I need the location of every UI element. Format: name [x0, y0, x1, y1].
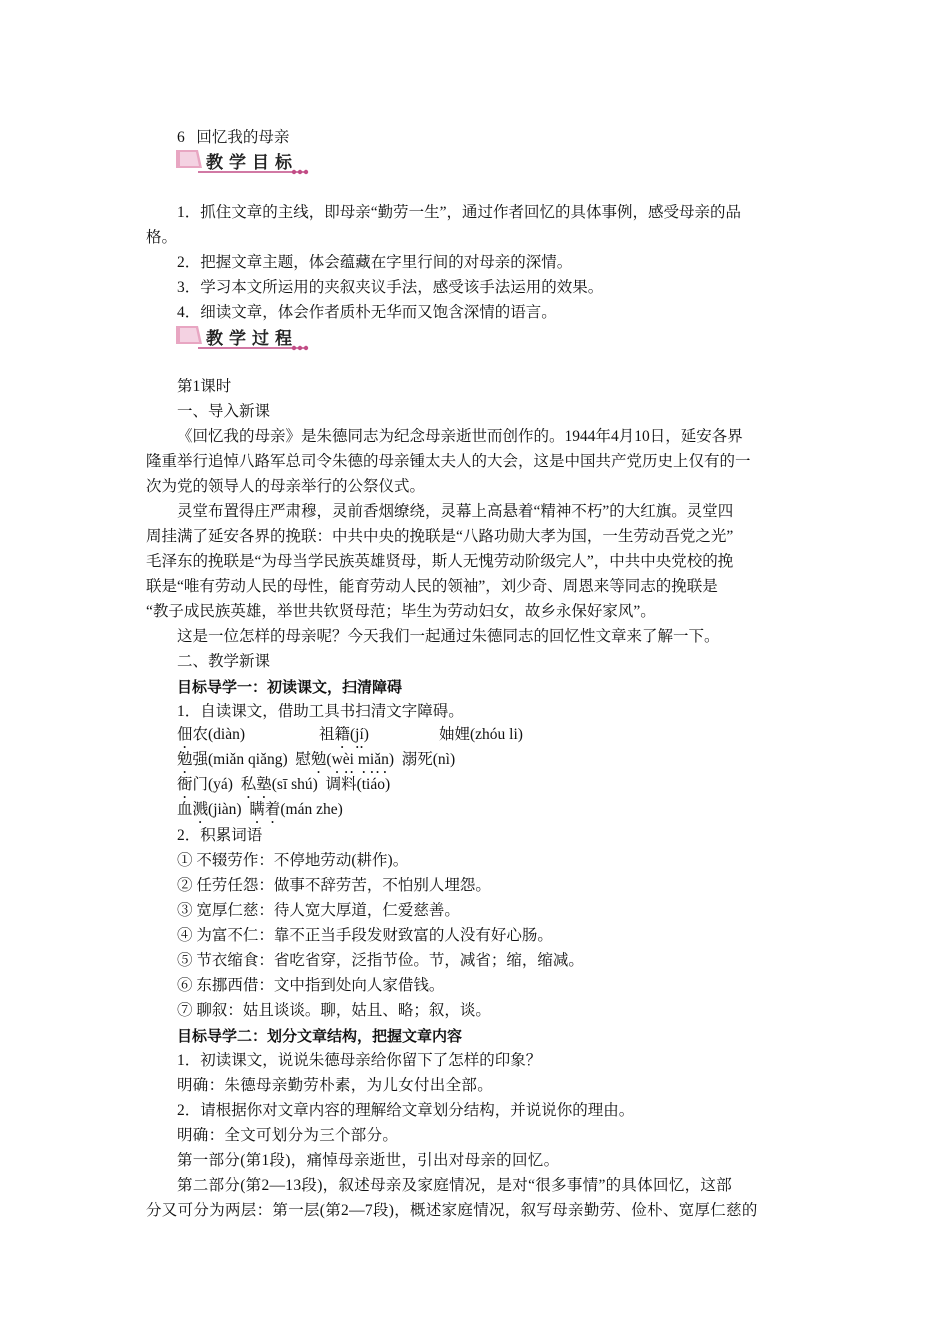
dotted-char: 塾 [256, 776, 272, 793]
dotted-char: 着 [264, 801, 281, 818]
vocab-item: ① 不辍劳作：不停地劳动(耕作)。 [177, 852, 409, 869]
pinyin-text: (sī shú) [271, 776, 318, 793]
dotted-char: 衙 [177, 776, 193, 793]
part1-title: 一、导入新课 [177, 403, 271, 420]
pinyin-text: 死(nì) [417, 751, 456, 768]
goal-item: 4．细读文章，体会作者质朴无华而又饱含深情的语言。 [177, 304, 557, 321]
lesson-number: 6 [177, 129, 185, 146]
vocab-item: ③ 宽厚仁慈：待人宽大厚道，仁爱慈善。 [177, 902, 460, 919]
pinyin-char: 祖 [319, 726, 335, 743]
intro-line: 次为党的领导人的母亲举行的公祭仪式。 [146, 478, 426, 495]
guide1-title: 目标导学一：初读课文，扫清障碍 [177, 678, 403, 696]
guide2-title: 目标导学二：划分文章结构，把握文章内容 [177, 1027, 463, 1045]
goal-item: 1．抓住文章的主线，即母亲“勤劳一生”，通过作者回忆的具体事例，感受母亲的品 [177, 204, 742, 221]
pinyin-text: (mán zhe) [280, 801, 343, 818]
dotted-char: 私 [240, 776, 257, 793]
pinyin-text: 门(yá) [192, 776, 233, 793]
goal-item: 2．把握文章主题，体会蕴藏在字里行间的对母亲的深情。 [177, 254, 573, 271]
pinyin-row [146, 800, 837, 827]
pinyin-text: 妯娌(zhóu li) [439, 726, 523, 743]
goal-item: 格。 [146, 229, 178, 246]
intro-line: 毛泽东的挽联是“为母当学民族英雄贤母，斯人无愧劳动阶级完人”，中共中央党校的挽 [146, 553, 734, 570]
guide2-line: 第二部分(第2—13段)，叙述母亲及家庭情况，是对“很多事情”的具体回忆，这部 [177, 1177, 733, 1194]
guide2-line: 2．请根据你对文章内容的理解给文章划分结构，并说说你的理由。 [177, 1102, 635, 1119]
vocab-item: ⑤ 节衣缩食：省吃省穿，泛指节俭。节，减省；缩，缩减。 [177, 952, 584, 969]
goal-item: 3．学习本文所运用的夹叙夹议手法，感受该手法运用的效果。 [177, 279, 604, 296]
guide2-line: 明确：全文可划分为三个部分。 [177, 1127, 399, 1144]
pinyin-text: (jiàn) [208, 801, 242, 818]
guide2-line: 分又可分为两层：第一层(第2—7段)，概述家庭情况，叙写母亲勤劳、俭朴、宽厚仁慈的 [146, 1202, 758, 1219]
intro-line: 灵堂布置得庄严肃穆，灵前香烟缭绕，灵幕上高悬着“精神不朽”的大红旗。灵堂四 [177, 503, 734, 520]
dotted-char: 瞒 [249, 801, 265, 818]
period-label: 第1课时 [177, 378, 232, 395]
lesson-heading [177, 128, 837, 148]
dotted-char: 佃 [177, 726, 193, 743]
pinyin-char: 调 [325, 776, 342, 793]
pinyin-row [146, 725, 837, 752]
vocab-item: ⑥ 东挪西借：文中指到处向人家借钱。 [177, 977, 445, 994]
intro-line: 隆重举行追悼八路军总司令朱德的母亲锺太夫人的大会，这是中国共产党历史上仅有的一 [146, 453, 751, 470]
pinyin-text: 料(tiáo) [341, 776, 391, 793]
guide1-step1: 1．自读课文，借助工具书扫清文字障碍。 [177, 703, 464, 720]
pinyin-char: 慰 [295, 751, 311, 768]
intro-line: 这是一位怎样的母亲呢？今天我们一起通过朱德同志的回忆性文章来了解一下。 [177, 628, 720, 645]
part2-title: 二、教学新课 [177, 653, 271, 670]
dotted-char: 籍(jí) [334, 726, 369, 743]
intro-line: 《回忆我的母亲》是朱德同志为纪念母亲逝世而创作的。1944年4月10日，延安各界 [177, 428, 743, 445]
pinyin-char: 溺 [401, 751, 418, 768]
intro-line: 联是“唯有劳动人民的母性，能育劳动人民的领袖”，刘少奇、周恩来等同志的挽联是 [146, 578, 718, 595]
pinyin-row [146, 750, 837, 777]
pinyin-char: 血 [177, 801, 193, 818]
banner-label: 教学目标 [206, 153, 298, 173]
vocab-item: ⑦ 聊叙：姑且谈谈。聊，姑且、略；叙，谈。 [177, 1002, 491, 1019]
lesson-title: 回忆我的母亲 [196, 129, 290, 146]
banner-label: 教学过程 [206, 329, 298, 349]
pinyin-text: 农(diàn) [192, 726, 246, 743]
dotted-char: 溅 [192, 801, 209, 818]
pinyin-row [146, 775, 837, 802]
dotted-char: 勉(wèi miǎn) [310, 751, 394, 768]
dotted-char: 勉 [177, 751, 193, 768]
intro-line: 周挂满了延安各界的挽联：中共中央的挽联是“八路功勋大孝为国，一生劳动吾党之光” [146, 528, 734, 545]
guide2-line: 1．初读课文，说说朱德母亲给你留下了怎样的印象？ [177, 1052, 542, 1069]
intro-line: “教子成民族英雄，举世共钦贤母范；毕生为劳动妇女，故乡永保好家风”。 [146, 603, 656, 620]
banner-teaching-goals [176, 146, 316, 178]
vocab-item: ④ 为富不仁：靠不正当手段发财致富的人没有好心肠。 [177, 927, 553, 944]
banner-teaching-process [176, 322, 316, 354]
guide1-step2: 2．积累词语 [177, 827, 263, 844]
vocab-item: ② 任劳任怨：做事不辞劳苦，不怕别人埋怨。 [177, 877, 491, 894]
pinyin-text: 强(miǎn qiǎng) [192, 751, 288, 768]
guide2-line: 明确：朱德母亲勤劳朴素，为儿女付出全部。 [177, 1077, 494, 1094]
guide2-line: 第一部分(第1段)，痛悼母亲逝世，引出对母亲的回忆。 [177, 1152, 560, 1169]
